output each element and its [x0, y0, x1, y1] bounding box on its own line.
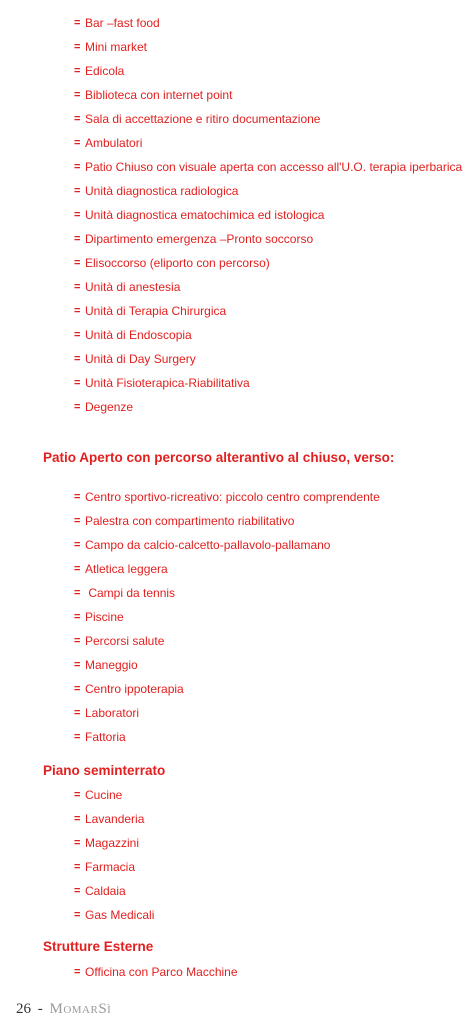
bullet-icon: =: [74, 401, 80, 413]
list-item: [74, 855, 154, 879]
bullet-icon: =: [74, 909, 80, 921]
list-item: [74, 557, 380, 581]
bullet-icon: =: [74, 257, 80, 269]
list-item-text: Percorsi salute: [85, 634, 165, 648]
bullet-icon: =: [74, 137, 80, 149]
bullet-icon: =: [74, 659, 80, 671]
list-item: [74, 179, 462, 203]
list-item: [74, 323, 462, 347]
list-item: [74, 509, 380, 533]
list-item: [74, 395, 462, 419]
bullet-icon: =: [74, 539, 80, 551]
list-item-text: Unità diagnostica ematochimica ed istologica: [85, 208, 325, 222]
list-item-text: Sala di accettazione e ritiro documentazione: [85, 112, 321, 126]
list-item-text: Ambulatori: [85, 136, 143, 150]
page-number: 26: [16, 1001, 31, 1017]
list-item-text: Unità di Endoscopia: [85, 328, 192, 342]
list-item: [74, 59, 462, 83]
bullet-icon: =: [74, 813, 80, 825]
list-item: [74, 903, 154, 927]
list-item: [74, 629, 380, 653]
bullet-icon: =: [74, 377, 80, 389]
list-item: [74, 347, 462, 371]
list-item-text: Mini market: [85, 40, 148, 54]
list-item: [74, 485, 380, 509]
list-item: [74, 83, 462, 107]
list-item-text: Officina con Parco Macchine: [85, 965, 238, 979]
list-item-text: Laboratori: [85, 706, 140, 720]
section2-heading: Patio Aperto con percorso alterantivo al chiuso, verso:: [43, 450, 395, 465]
list-item: [74, 581, 380, 605]
list-item: [74, 725, 380, 749]
bullet-icon: =: [74, 353, 80, 365]
list-item: [74, 371, 462, 395]
bullet-icon: =: [74, 731, 80, 743]
bullet-icon: =: [74, 281, 80, 293]
list-item: [74, 879, 154, 903]
bullet-icon: =: [74, 789, 80, 801]
list-item-text: Centro sportivo-ricreativo: piccolo centro comprendente: [85, 490, 380, 504]
bullet-icon: =: [74, 65, 80, 77]
list-item-text: Degenze: [85, 400, 134, 414]
bullet-icon: =: [74, 966, 80, 978]
list-item-text: Magazzini: [85, 836, 140, 850]
bullet-icon: =: [74, 209, 80, 221]
bullet-icon: =: [74, 885, 80, 897]
list-item-text: Dipartimento emergenza –Pronto soccorso: [85, 232, 314, 246]
list-item: [74, 251, 462, 275]
footer-separator: -: [37, 1001, 43, 1017]
list-item: [74, 701, 380, 725]
bullet-icon: =: [74, 41, 80, 53]
list-item: [74, 11, 462, 35]
list-item: [74, 227, 462, 251]
list-item-text: Campo da calcio-calcetto-pallavolo-pallamano: [85, 538, 331, 552]
bullet-icon: =: [74, 683, 80, 695]
bullet-icon: =: [74, 611, 80, 623]
list-item: [74, 677, 380, 701]
list-item-text: Cucine: [85, 788, 123, 802]
list-item-text: Piscine: [85, 610, 124, 624]
list-item: [74, 107, 462, 131]
list-item-text: Biblioteca con internet point: [85, 88, 233, 102]
footer-brand: MomarSì: [49, 1001, 112, 1017]
list-item: [74, 605, 380, 629]
list-item: [74, 131, 462, 155]
list-item-text: Campi da tennis: [85, 586, 176, 600]
list-item-text: Centro ippoterapia: [85, 682, 184, 696]
list-item-text: Fattoria: [85, 730, 126, 744]
bullet-icon: =: [74, 515, 80, 527]
list-item-text: Edicola: [85, 64, 125, 78]
list-item: [74, 960, 238, 984]
list-item-text: Palestra con compartimento riabilitativo: [85, 514, 295, 528]
bullet-icon: =: [74, 707, 80, 719]
section4-list: [74, 960, 238, 984]
list-item: [74, 203, 462, 227]
bullet-icon: =: [74, 113, 80, 125]
list-item-text: Patio Chiuso con visuale aperta con accesso all'U.O. terapia iperbarica: [85, 160, 463, 174]
list-item-text: Atletica leggera: [85, 562, 168, 576]
list-item-text: Farmacia: [85, 860, 136, 874]
list-item-text: Unità di Day Surgery: [85, 352, 196, 366]
bullet-icon: =: [74, 587, 80, 599]
section3-heading: Piano seminterrato: [43, 763, 166, 778]
bullet-icon: =: [74, 861, 80, 873]
list-item-text: Lavanderia: [85, 812, 145, 826]
list-item-text: Unità Fisioterapica-Riabilitativa: [85, 376, 250, 390]
list-item-text: Caldaia: [85, 884, 126, 898]
list-item-text: Elisoccorso (eliporto con percorso): [85, 256, 270, 270]
list-item-text: Gas Medicali: [85, 908, 155, 922]
bullet-icon: =: [74, 161, 80, 173]
page-footer: [16, 1001, 111, 1018]
bullet-icon: =: [74, 233, 80, 245]
list-item-text: Maneggio: [85, 658, 138, 672]
list-item: [74, 35, 462, 59]
bullet-icon: =: [74, 563, 80, 575]
section2-list: [74, 485, 380, 749]
list-item-text: Bar –fast food: [85, 16, 160, 30]
bullet-icon: =: [74, 185, 80, 197]
list-item: [74, 275, 462, 299]
list-item: [74, 155, 462, 179]
list-item-text: Unità diagnostica radiologica: [85, 184, 239, 198]
list-item-text: Unità di Terapia Chirurgica: [85, 304, 227, 318]
bullet-icon: =: [74, 305, 80, 317]
list-item: [74, 653, 380, 677]
bullet-icon: =: [74, 635, 80, 647]
bullet-icon: =: [74, 837, 80, 849]
list-item: [74, 831, 154, 855]
section1-list: [74, 11, 462, 419]
bullet-icon: =: [74, 329, 80, 341]
list-item: [74, 533, 380, 557]
section3-list: [74, 783, 154, 927]
list-item-text: Unità di anestesia: [85, 280, 181, 294]
list-item: [74, 807, 154, 831]
list-item: [74, 299, 462, 323]
list-item: [74, 783, 154, 807]
bullet-icon: =: [74, 89, 80, 101]
bullet-icon: =: [74, 491, 80, 503]
bullet-icon: =: [74, 17, 80, 29]
section4-heading: Strutture Esterne: [43, 939, 154, 954]
